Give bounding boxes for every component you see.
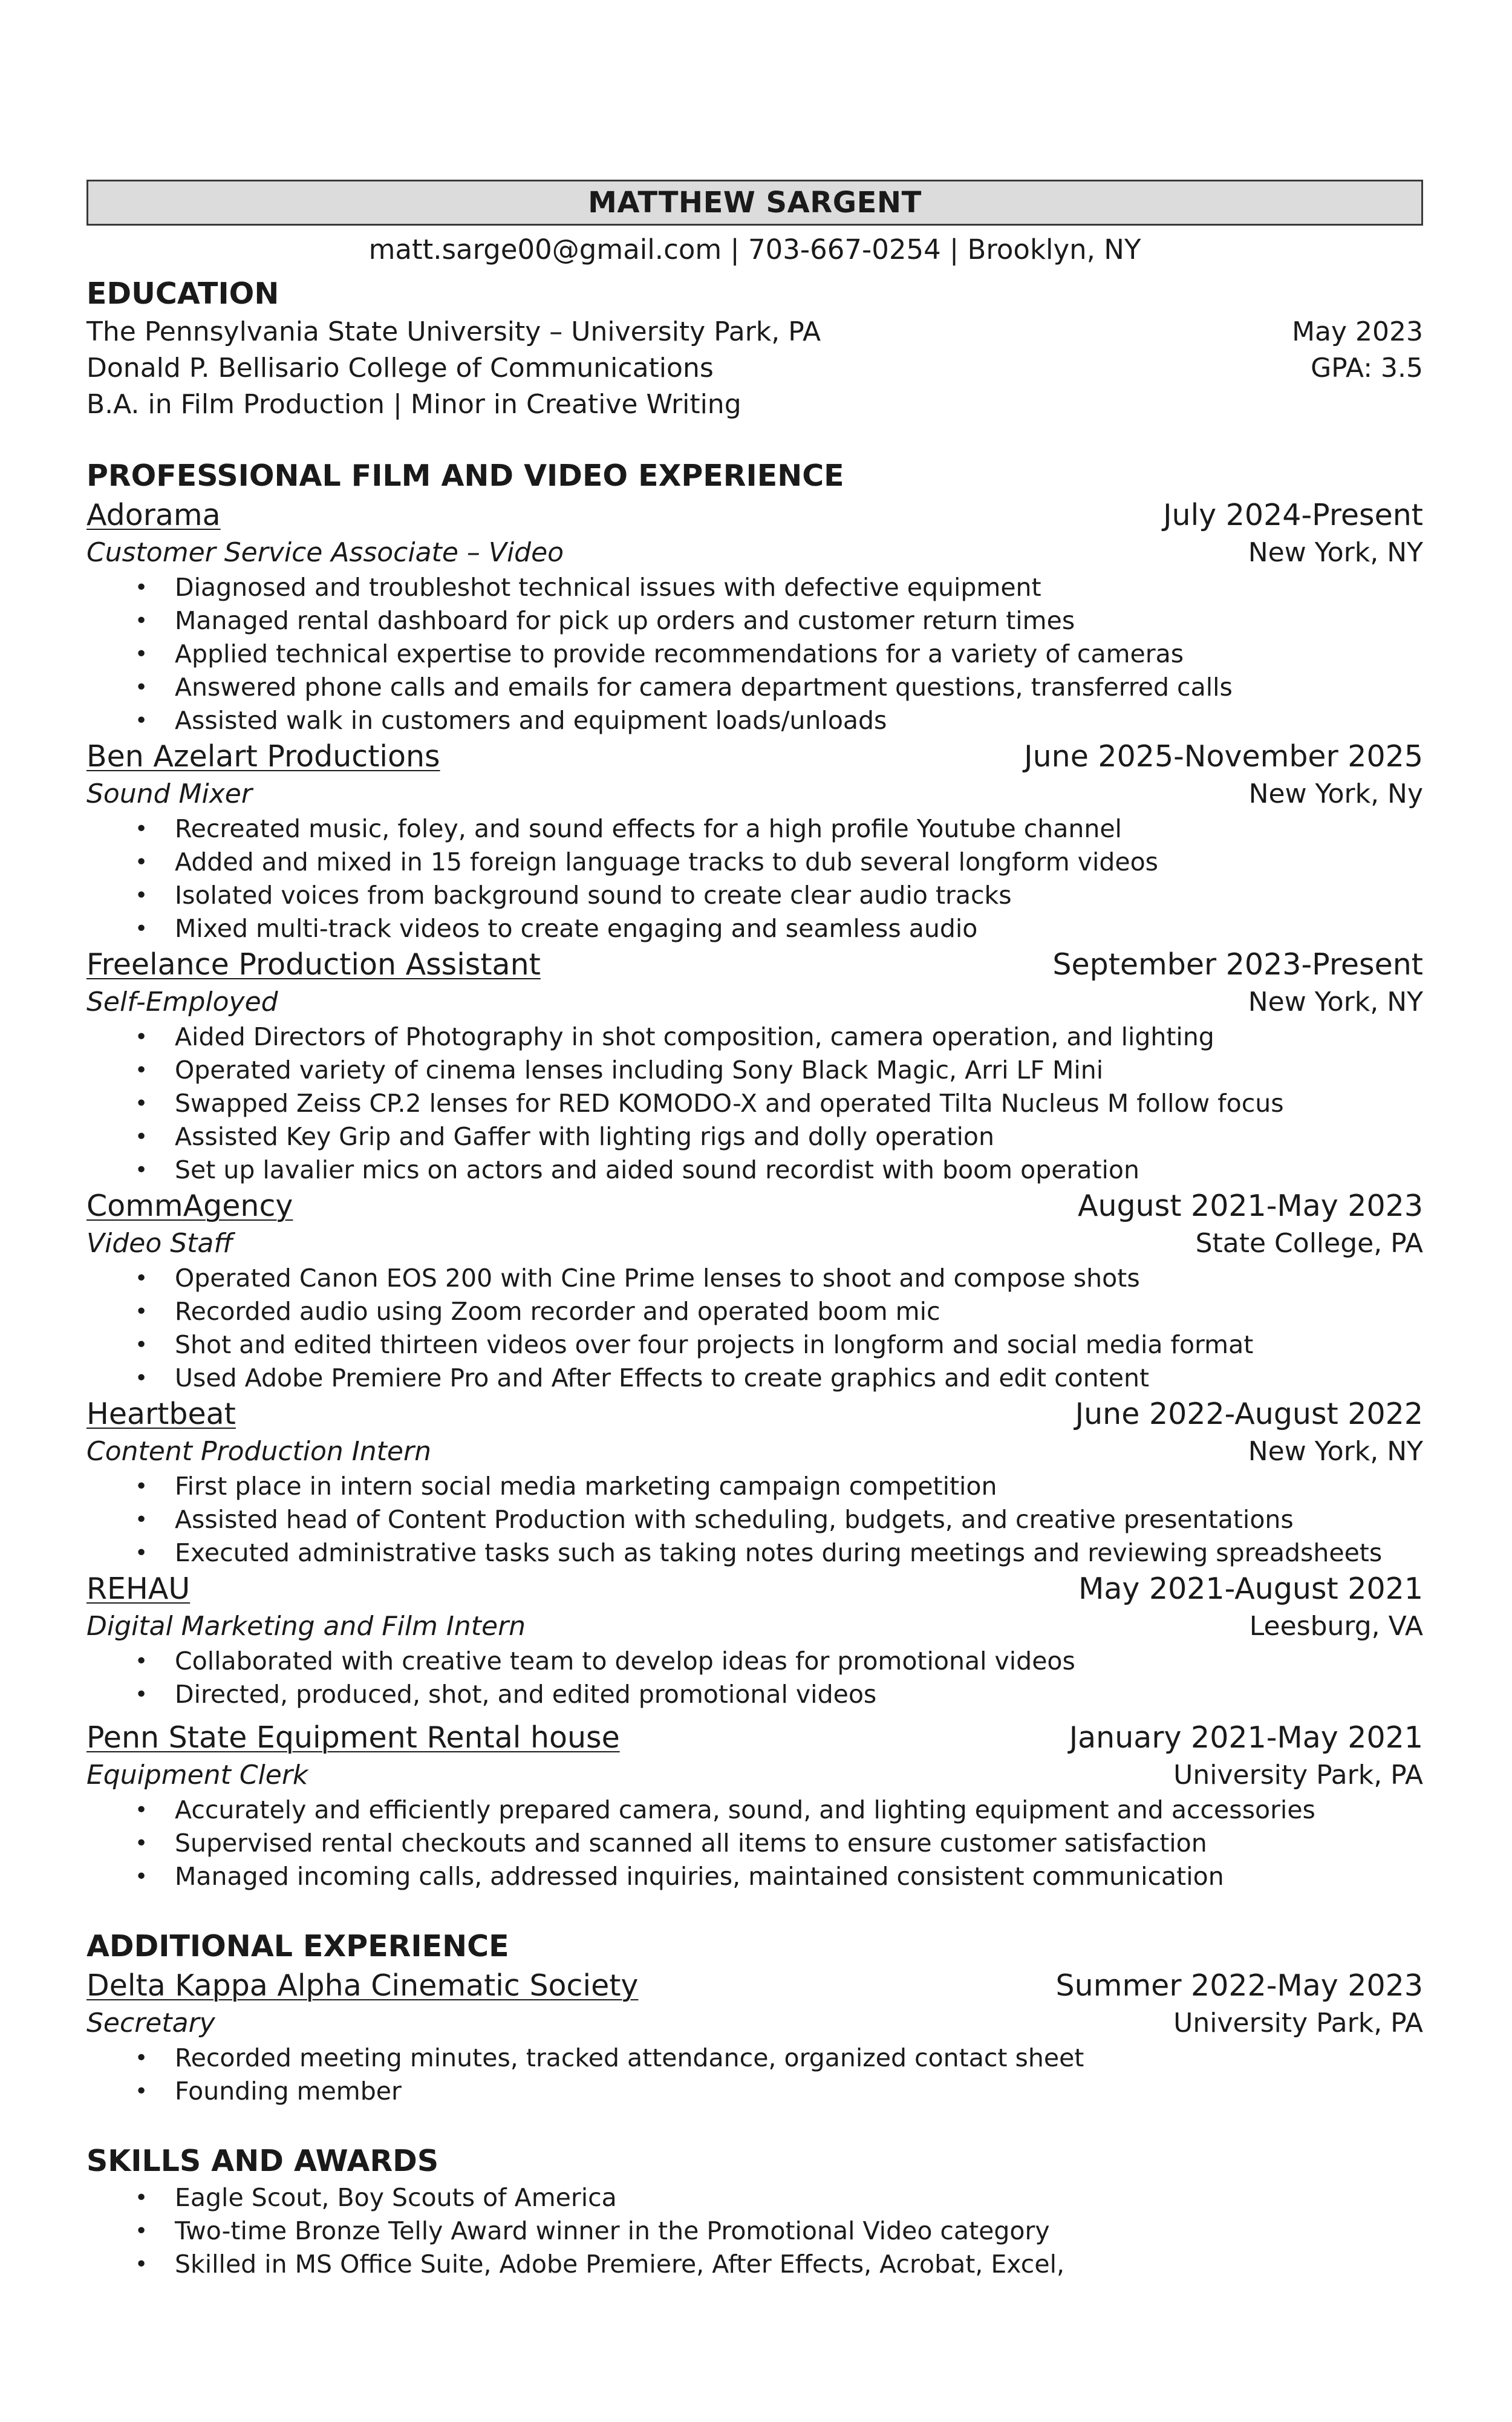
job-dates: June 2022-August 2022 — [1075, 1397, 1423, 1431]
bullet-item: • Assisted head of Content Production with scheduling, budgets, and creative presentations — [86, 1503, 1423, 1536]
job-dates: Summer 2022-May 2023 — [1055, 1968, 1423, 2003]
additional-entry — [86, 1967, 1423, 2108]
job-entry — [86, 1187, 1423, 1395]
job-location: New York, Ny — [1248, 778, 1423, 809]
resume-page — [86, 180, 1423, 2281]
job-role: Secretary — [86, 2008, 215, 2038]
bullet-item: • Managed rental dashboard for pick up orders and customer return times — [86, 604, 1423, 638]
bullet-item: • First place in intern social media marketing campaign competition — [86, 1470, 1423, 1503]
bullet-item: • Shot and edited thirteen videos over four projects in longform and social media format — [86, 1328, 1423, 1362]
job-entry — [86, 1570, 1423, 1711]
skills-bullets — [86, 2181, 1423, 2281]
bullet-item: • Isolated voices from background sound to create clear audio tracks — [86, 879, 1423, 912]
job-role: Video Staff — [86, 1228, 233, 1259]
job-org: REHAU — [86, 1572, 191, 1606]
bullet-item: • Added and mixed in 15 foreign language tracks to dub several longform videos — [86, 846, 1423, 879]
job-location: New York, NY — [1248, 987, 1423, 1017]
job-bullets — [86, 1020, 1423, 1187]
bullet-item: • Executed administrative tasks such as taking notes during meetings and reviewing spreadsheets — [86, 1536, 1423, 1570]
education-row — [86, 314, 1423, 350]
bullet-item: • Swapped Zeiss CP.2 lenses for RED KOMODO-X and operated Tilta Nucleus M follow focus — [86, 1087, 1423, 1120]
bullet-item: • Recreated music, foley, and sound effects for a high profile Youtube channel — [86, 812, 1423, 846]
job-org: CommAgency — [86, 1189, 293, 1223]
education-row — [86, 387, 1423, 423]
job-location: New York, NY — [1248, 1436, 1423, 1467]
bullet-item: • Aided Directors of Photography in shot composition, camera operation, and lighting — [86, 1020, 1423, 1054]
bullet-item: • Directed, produced, shot, and edited promotional videos — [86, 1678, 1423, 1711]
bullet-item: • Supervised rental checkouts and scanned all items to ensure customer satisfaction — [86, 1827, 1423, 1860]
job-dates: July 2024-Present — [1163, 498, 1423, 532]
job-entry — [86, 1719, 1423, 1893]
bullet-item: • Mixed multi-track videos to create engaging and seamless audio — [86, 912, 1423, 945]
job-org: Adorama — [86, 498, 221, 532]
contact-line: matt.sarge00@gmail.com | 703-667-0254 | Brooklyn, NY — [368, 233, 1141, 266]
job-location: University Park, PA — [1173, 2008, 1423, 2038]
job-org: Penn State Equipment Rental house — [86, 1720, 620, 1755]
bullet-item: • Eagle Scout, Boy Scouts of America — [86, 2181, 1423, 2215]
bullet-item: • Two-time Bronze Telly Award winner in the Promotional Video category — [86, 2215, 1423, 2248]
job-dates: August 2021-May 2023 — [1077, 1189, 1423, 1223]
bullet-item: • Collaborated with creative team to develop ideas for promotional videos — [86, 1645, 1423, 1678]
bullet-item: • Recorded meeting minutes, tracked attendance, organized contact sheet — [86, 2042, 1423, 2075]
job-bullets — [86, 1262, 1423, 1395]
job-entry — [86, 945, 1423, 1187]
job-subheader — [86, 984, 1423, 1020]
job-bullets — [86, 1470, 1423, 1570]
job-header — [86, 737, 1423, 776]
job-header — [86, 1187, 1423, 1226]
job-org: Ben Azelart Productions — [86, 739, 440, 774]
bullet-item: • Operated variety of cinema lenses including Sony Black Magic, Arri LF Mini — [86, 1054, 1423, 1087]
education-college: Donald P. Bellisario College of Communications — [86, 353, 714, 384]
job-header — [86, 1967, 1423, 2005]
job-header — [86, 496, 1423, 535]
bullet-item: • Founding member — [86, 2075, 1423, 2108]
education-gpa: GPA: 3.5 — [1311, 353, 1423, 384]
job-bullets — [86, 2042, 1423, 2108]
job-bullets — [86, 812, 1423, 945]
job-entry — [86, 496, 1423, 737]
job-location: State College, PA — [1195, 1228, 1423, 1259]
bullet-item: • Recorded audio using Zoom recorder and operated boom mic — [86, 1295, 1423, 1328]
experience-heading: PROFESSIONAL FILM AND VIDEO EXPERIENCE — [86, 459, 844, 493]
job-role: Content Production Intern — [86, 1436, 431, 1467]
job-header — [86, 1570, 1423, 1608]
job-bullets — [86, 1645, 1423, 1711]
bullet-item: • Assisted Key Grip and Gaffer with lighting rigs and dolly operation — [86, 1120, 1423, 1154]
job-bullets — [86, 1794, 1423, 1893]
job-bullets — [86, 571, 1423, 737]
job-role: Sound Mixer — [86, 778, 252, 809]
bullet-item: • Managed incoming calls, addressed inquiries, maintained consistent communication — [86, 1860, 1423, 1893]
job-entry — [86, 1395, 1423, 1570]
bullet-item: • Answered phone calls and emails for camera department questions, transferred calls — [86, 671, 1423, 704]
job-role: Customer Service Associate – Video — [86, 537, 564, 568]
job-role: Digital Marketing and Film Intern — [86, 1611, 526, 1642]
job-header — [86, 1395, 1423, 1434]
education-heading: EDUCATION — [86, 276, 279, 311]
job-header — [86, 1719, 1423, 1757]
job-org: Heartbeat — [86, 1397, 236, 1431]
job-dates: September 2023-Present — [1052, 947, 1423, 982]
job-role: Equipment Clerk — [86, 1760, 308, 1790]
candidate-name: MATTHEW SARGENT — [588, 186, 922, 220]
education-degree: B.A. in Film Production | Minor in Creative Writing — [86, 389, 741, 420]
education-school: The Pennsylvania State University – University Park, PA — [86, 316, 821, 347]
job-entry — [86, 737, 1423, 945]
name-header — [86, 180, 1423, 226]
education-row — [86, 350, 1423, 387]
job-dates: January 2021-May 2021 — [1069, 1720, 1423, 1755]
job-subheader — [86, 1608, 1423, 1645]
job-subheader — [86, 535, 1423, 571]
job-dates: June 2025-November 2025 — [1024, 739, 1423, 774]
bullet-item: • Accurately and efficiently prepared camera, sound, and lighting equipment and accessories — [86, 1794, 1423, 1827]
bullet-item: • Set up lavalier mics on actors and aided sound recordist with boom operation — [86, 1154, 1423, 1187]
bullet-item: • Used Adobe Premiere Pro and After Effects to create graphics and edit content — [86, 1362, 1423, 1395]
skills-heading: SKILLS AND AWARDS — [86, 2144, 439, 2178]
bullet-item: • Assisted walk in customers and equipment loads/unloads — [86, 704, 1423, 737]
education-date: May 2023 — [1292, 316, 1423, 347]
job-subheader — [86, 776, 1423, 812]
job-location: Leesburg, VA — [1249, 1611, 1423, 1642]
job-location: New York, NY — [1248, 537, 1423, 568]
job-location: University Park, PA — [1173, 1760, 1423, 1790]
bullet-item: • Diagnosed and troubleshot technical issues with defective equipment — [86, 571, 1423, 604]
job-role: Self-Employed — [86, 987, 278, 1017]
job-org: Delta Kappa Alpha Cinematic Society — [86, 1968, 639, 2003]
additional-heading: ADDITIONAL EXPERIENCE — [86, 1929, 509, 1963]
bullet-item: • Applied technical expertise to provide recommendations for a variety of cameras — [86, 638, 1423, 671]
job-dates: May 2021-August 2021 — [1078, 1572, 1423, 1606]
bullet-item: • Skilled in MS Office Suite, Adobe Premiere, After Effects, Acrobat, Excel, — [86, 2248, 1423, 2281]
bullet-item: • Operated Canon EOS 200 with Cine Prime lenses to shoot and compose shots — [86, 1262, 1423, 1295]
job-org: Freelance Production Assistant — [86, 947, 541, 982]
job-subheader — [86, 1434, 1423, 1470]
job-subheader — [86, 1757, 1423, 1794]
job-subheader — [86, 2005, 1423, 2042]
job-header — [86, 945, 1423, 984]
job-subheader — [86, 1226, 1423, 1262]
